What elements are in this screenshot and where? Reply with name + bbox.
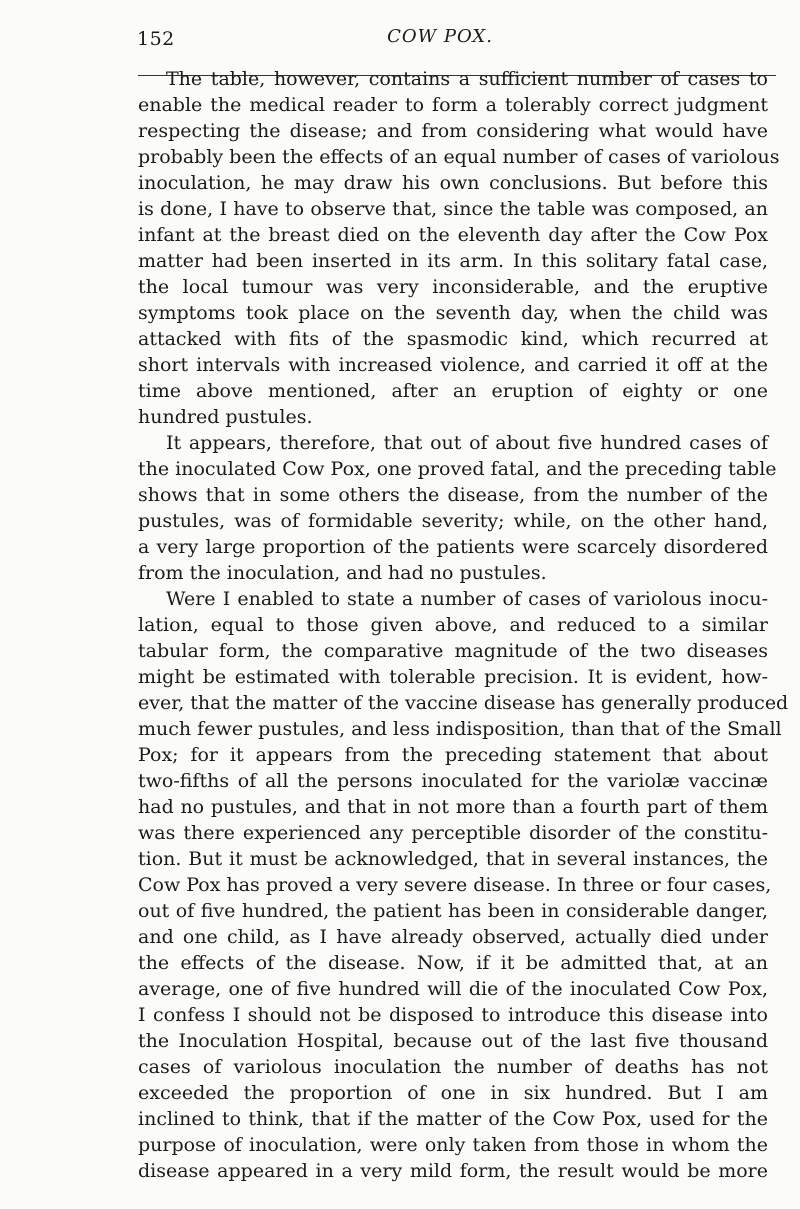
text-line: had no pustules, and that in not more than a fourth part of them	[138, 796, 768, 818]
text-line: tion. But it must be acknowledged, that in several instances, the	[138, 848, 768, 870]
text-line: purpose of inoculation, were only taken from those in whom the	[138, 1134, 768, 1156]
text-line: the Inoculation Hospital, because out of the last five thousand	[138, 1030, 768, 1052]
text-line: matter had been inserted in its arm. In this solitary fatal case,	[138, 250, 768, 272]
text-line: inoculation, he may draw his own conclusions. But before this	[138, 172, 768, 194]
text-line: exceeded the proportion of one in six hundred. But I am	[138, 1082, 768, 1104]
text-line: the local tumour was very inconsiderable, and the eruptive	[138, 276, 768, 298]
text-line: out of five hundred, the patient has been in considerable danger,	[138, 900, 768, 922]
text-line: Pox; for it appears from the preceding statement that about	[138, 744, 768, 766]
text-line: is done, I have to observe that, since the table was composed, an	[138, 198, 768, 220]
text-line: cases of variolous inoculation the number of deaths has not	[138, 1056, 768, 1078]
text-line: infant at the breast died on the eleventh day after the Cow Pox	[138, 224, 768, 246]
text-line: lation, equal to those given above, and reduced to a similar	[138, 614, 768, 636]
text-line: from the inoculation, and had no pustules.	[138, 562, 547, 584]
text-line: hundred pustules.	[138, 406, 313, 428]
text-line: short intervals with increased violence, and carried it off at the	[138, 354, 768, 376]
text-line: a very large proportion of the patients were scarcely disordered	[138, 536, 768, 558]
text-line: the effects of the disease. Now, if it be admitted that, at an	[138, 952, 768, 974]
text-line: time above mentioned, after an eruption of eighty or one	[138, 380, 768, 402]
text-line: I confess I should not be disposed to introduce this disease into	[138, 1004, 768, 1026]
text-line: two-fifths of all the persons inoculated for the variolæ vaccinæ	[138, 770, 768, 792]
text-line: pustules, was of formidable severity; while, on the other hand,	[138, 510, 768, 532]
page-number: 152	[137, 28, 175, 50]
text-line: ever, that the matter of the vaccine disease has generally produced	[138, 692, 789, 714]
page-header	[0, 20, 800, 56]
text-line: probably been the effects of an equal number of cases of variolous	[138, 146, 780, 168]
text-line: It appears, therefore, that out of about five hundred cases of	[166, 432, 768, 454]
text-line: symptoms took place on the seventh day, when the child was	[138, 302, 768, 324]
text-line: shows that in some others the disease, from the number of the	[138, 484, 768, 506]
text-line: was there experienced any perceptible disorder of the constitu-	[138, 822, 768, 844]
text-line: disease appeared in a very mild form, the result would be more	[138, 1160, 768, 1182]
running-title: COW POX.	[387, 26, 493, 47]
text-line: attacked with fits of the spasmodic kind, which recurred at	[138, 328, 768, 350]
text-line: the inoculated Cow Pox, one proved fatal, and the preceding table	[138, 458, 777, 480]
text-line: might be estimated with tolerable precision. It is evident, how-	[138, 666, 768, 688]
text-line: enable the medical reader to form a tolerably correct judgment	[138, 94, 768, 116]
paragraph	[138, 66, 780, 430]
text-line: and one child, as I have already observed, actually died under	[138, 926, 768, 948]
body-text	[138, 66, 789, 1184]
text-line: inclined to think, that if the matter of the Cow Pox, used for the	[138, 1108, 768, 1130]
text-line: respecting the disease; and from considering what would have	[138, 120, 768, 142]
text-line: Were I enabled to state a number of cases of variolous inocu-	[166, 588, 768, 610]
text-line: Cow Pox has proved a very severe disease. In three or four cases,	[138, 874, 772, 896]
paragraph	[138, 586, 789, 1184]
text-line: average, one of five hundred will die of the inoculated Cow Pox,	[138, 978, 768, 1000]
text-line: much fewer pustules, and less indisposition, than that of the Small	[138, 718, 782, 740]
text-line: tabular form, the comparative magnitude of the two diseases	[138, 640, 768, 662]
text-line: The table, however, contains a sufficient number of cases to	[166, 68, 768, 90]
paragraph	[138, 430, 777, 586]
